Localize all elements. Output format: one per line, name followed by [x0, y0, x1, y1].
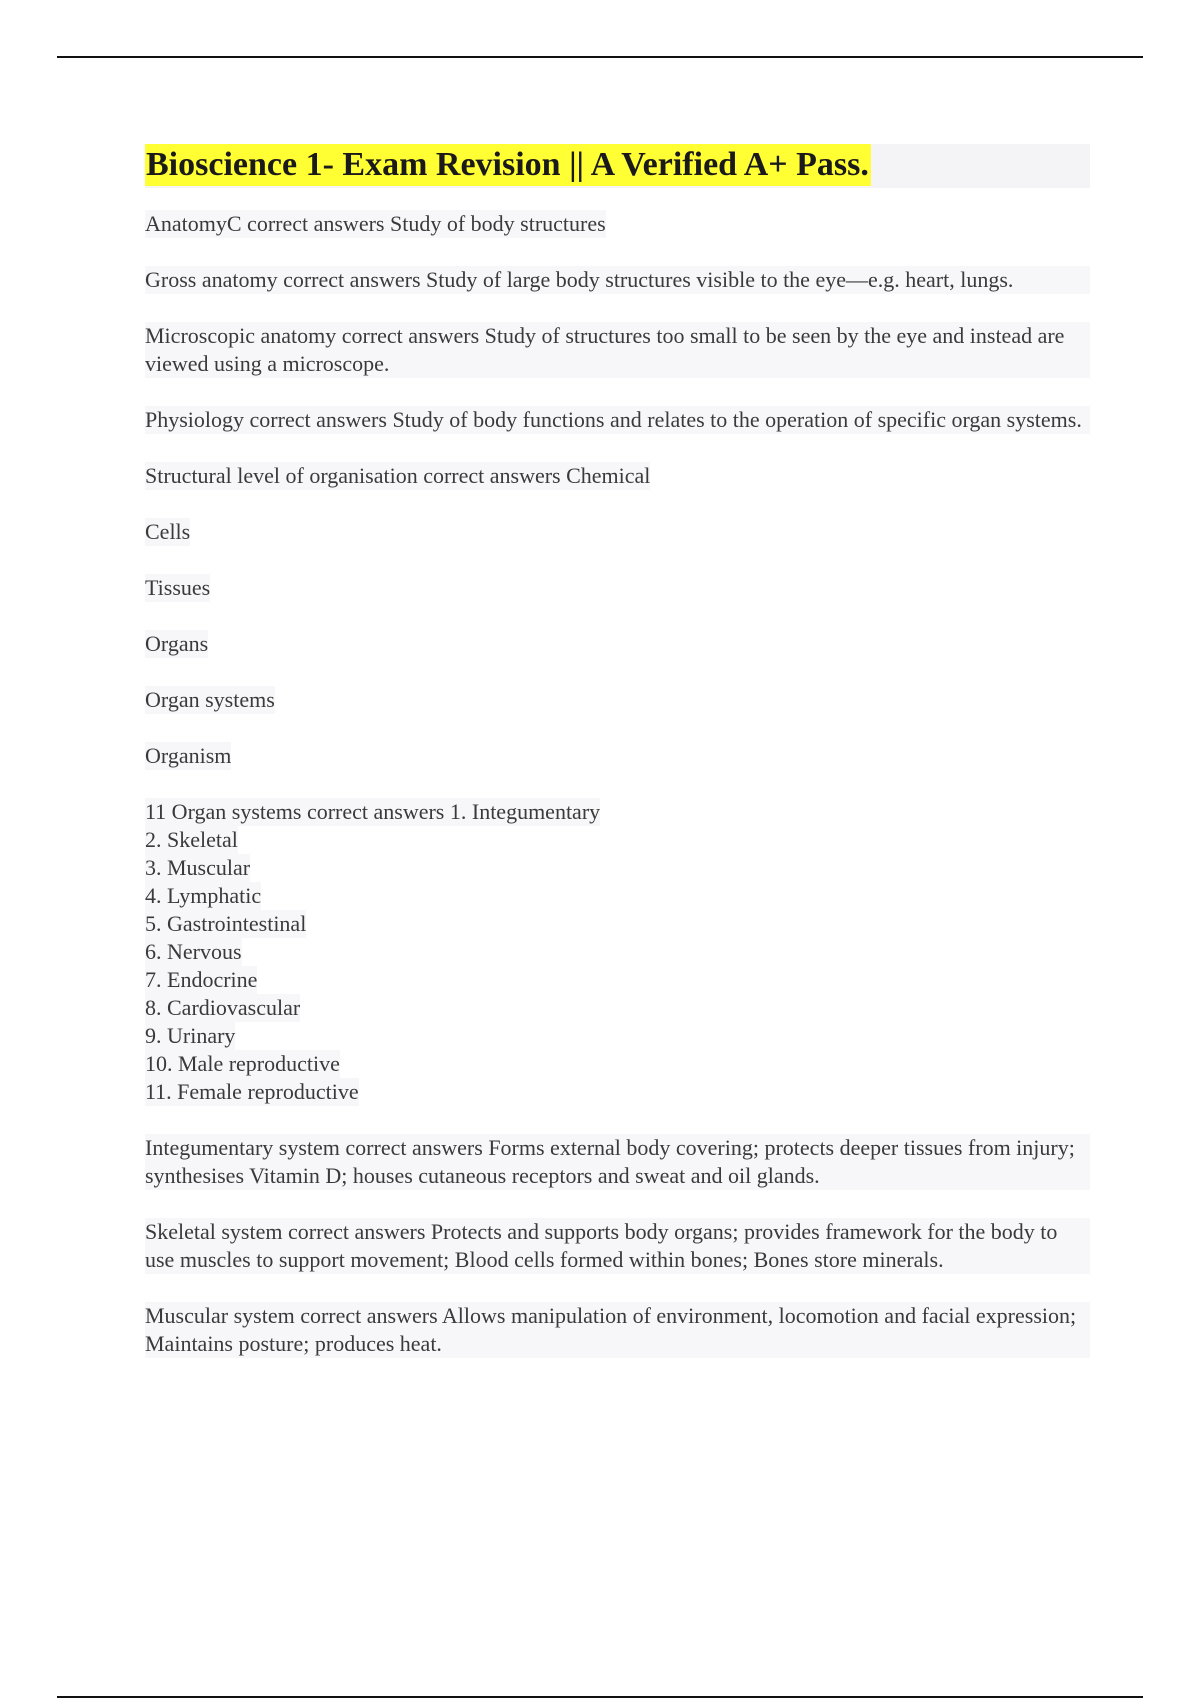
list-item: 5. Gastrointestinal [145, 911, 307, 936]
paragraph-structural-level: Structural level of organisation correct answers Chemical [145, 463, 651, 488]
paragraph-muscular-system: Muscular system correct answers Allows manipulation of environment, locomotion and facial expression; Maintains posture; produces heat. [145, 1302, 1090, 1358]
paragraph-integumentary-system: Integumentary system correct answers Forms external body covering; protects deeper tissues from injury; synthesises Vitamin D; houses cutaneous receptors and sweat and oil glands. [145, 1134, 1090, 1190]
organ-systems-list [145, 798, 1090, 1106]
paragraph-gross-anatomy: Gross anatomy correct answers Study of large body structures visible to the eye—e.g. heart, lungs. [145, 266, 1090, 294]
paragraph-tissues: Tissues [145, 575, 211, 600]
list-item: 11. Female reproductive [145, 1079, 359, 1104]
list-item: 8. Cardiovascular [145, 995, 301, 1020]
list-item: 9. Urinary [145, 1023, 236, 1048]
document-body [145, 144, 1090, 1386]
list-item: 4. Lymphatic [145, 883, 262, 908]
title-row [145, 144, 1090, 188]
list-item: 6. Nervous [145, 939, 242, 964]
paragraph-anatomy: AnatomyC correct answers Study of body structures [145, 211, 606, 236]
paragraph-skeletal-system: Skeletal system correct answers Protects and supports body organs; provides framework for the body to use muscles to support movement; Blood cells formed within bones; Bones store minerals. [145, 1218, 1090, 1274]
list-item: 7. Endocrine [145, 967, 258, 992]
footer-rule [57, 1696, 1143, 1698]
paragraph-microscopic-anatomy: Microscopic anatomy correct answers Study of structures too small to be seen by the eye and instead are viewed using a microscope. [145, 322, 1090, 378]
document-title: Bioscience 1- Exam Revision || A Verified A+ Pass. [145, 144, 871, 186]
header-rule [57, 56, 1143, 58]
paragraph-cells: Cells [145, 519, 191, 544]
paragraph-organs: Organs [145, 631, 209, 656]
list-item: 10. Male reproductive [145, 1051, 340, 1076]
paragraph-organ-systems: Organ systems [145, 687, 275, 712]
paragraph-organism: Organism [145, 743, 232, 768]
list-item: 2. Skeletal [145, 827, 238, 852]
paragraph-physiology: Physiology correct answers Study of body functions and relates to the operation of specific organ systems. [145, 406, 1090, 434]
list-item: 11 Organ systems correct answers 1. Integumentary [145, 799, 601, 824]
list-item: 3. Muscular [145, 855, 251, 880]
